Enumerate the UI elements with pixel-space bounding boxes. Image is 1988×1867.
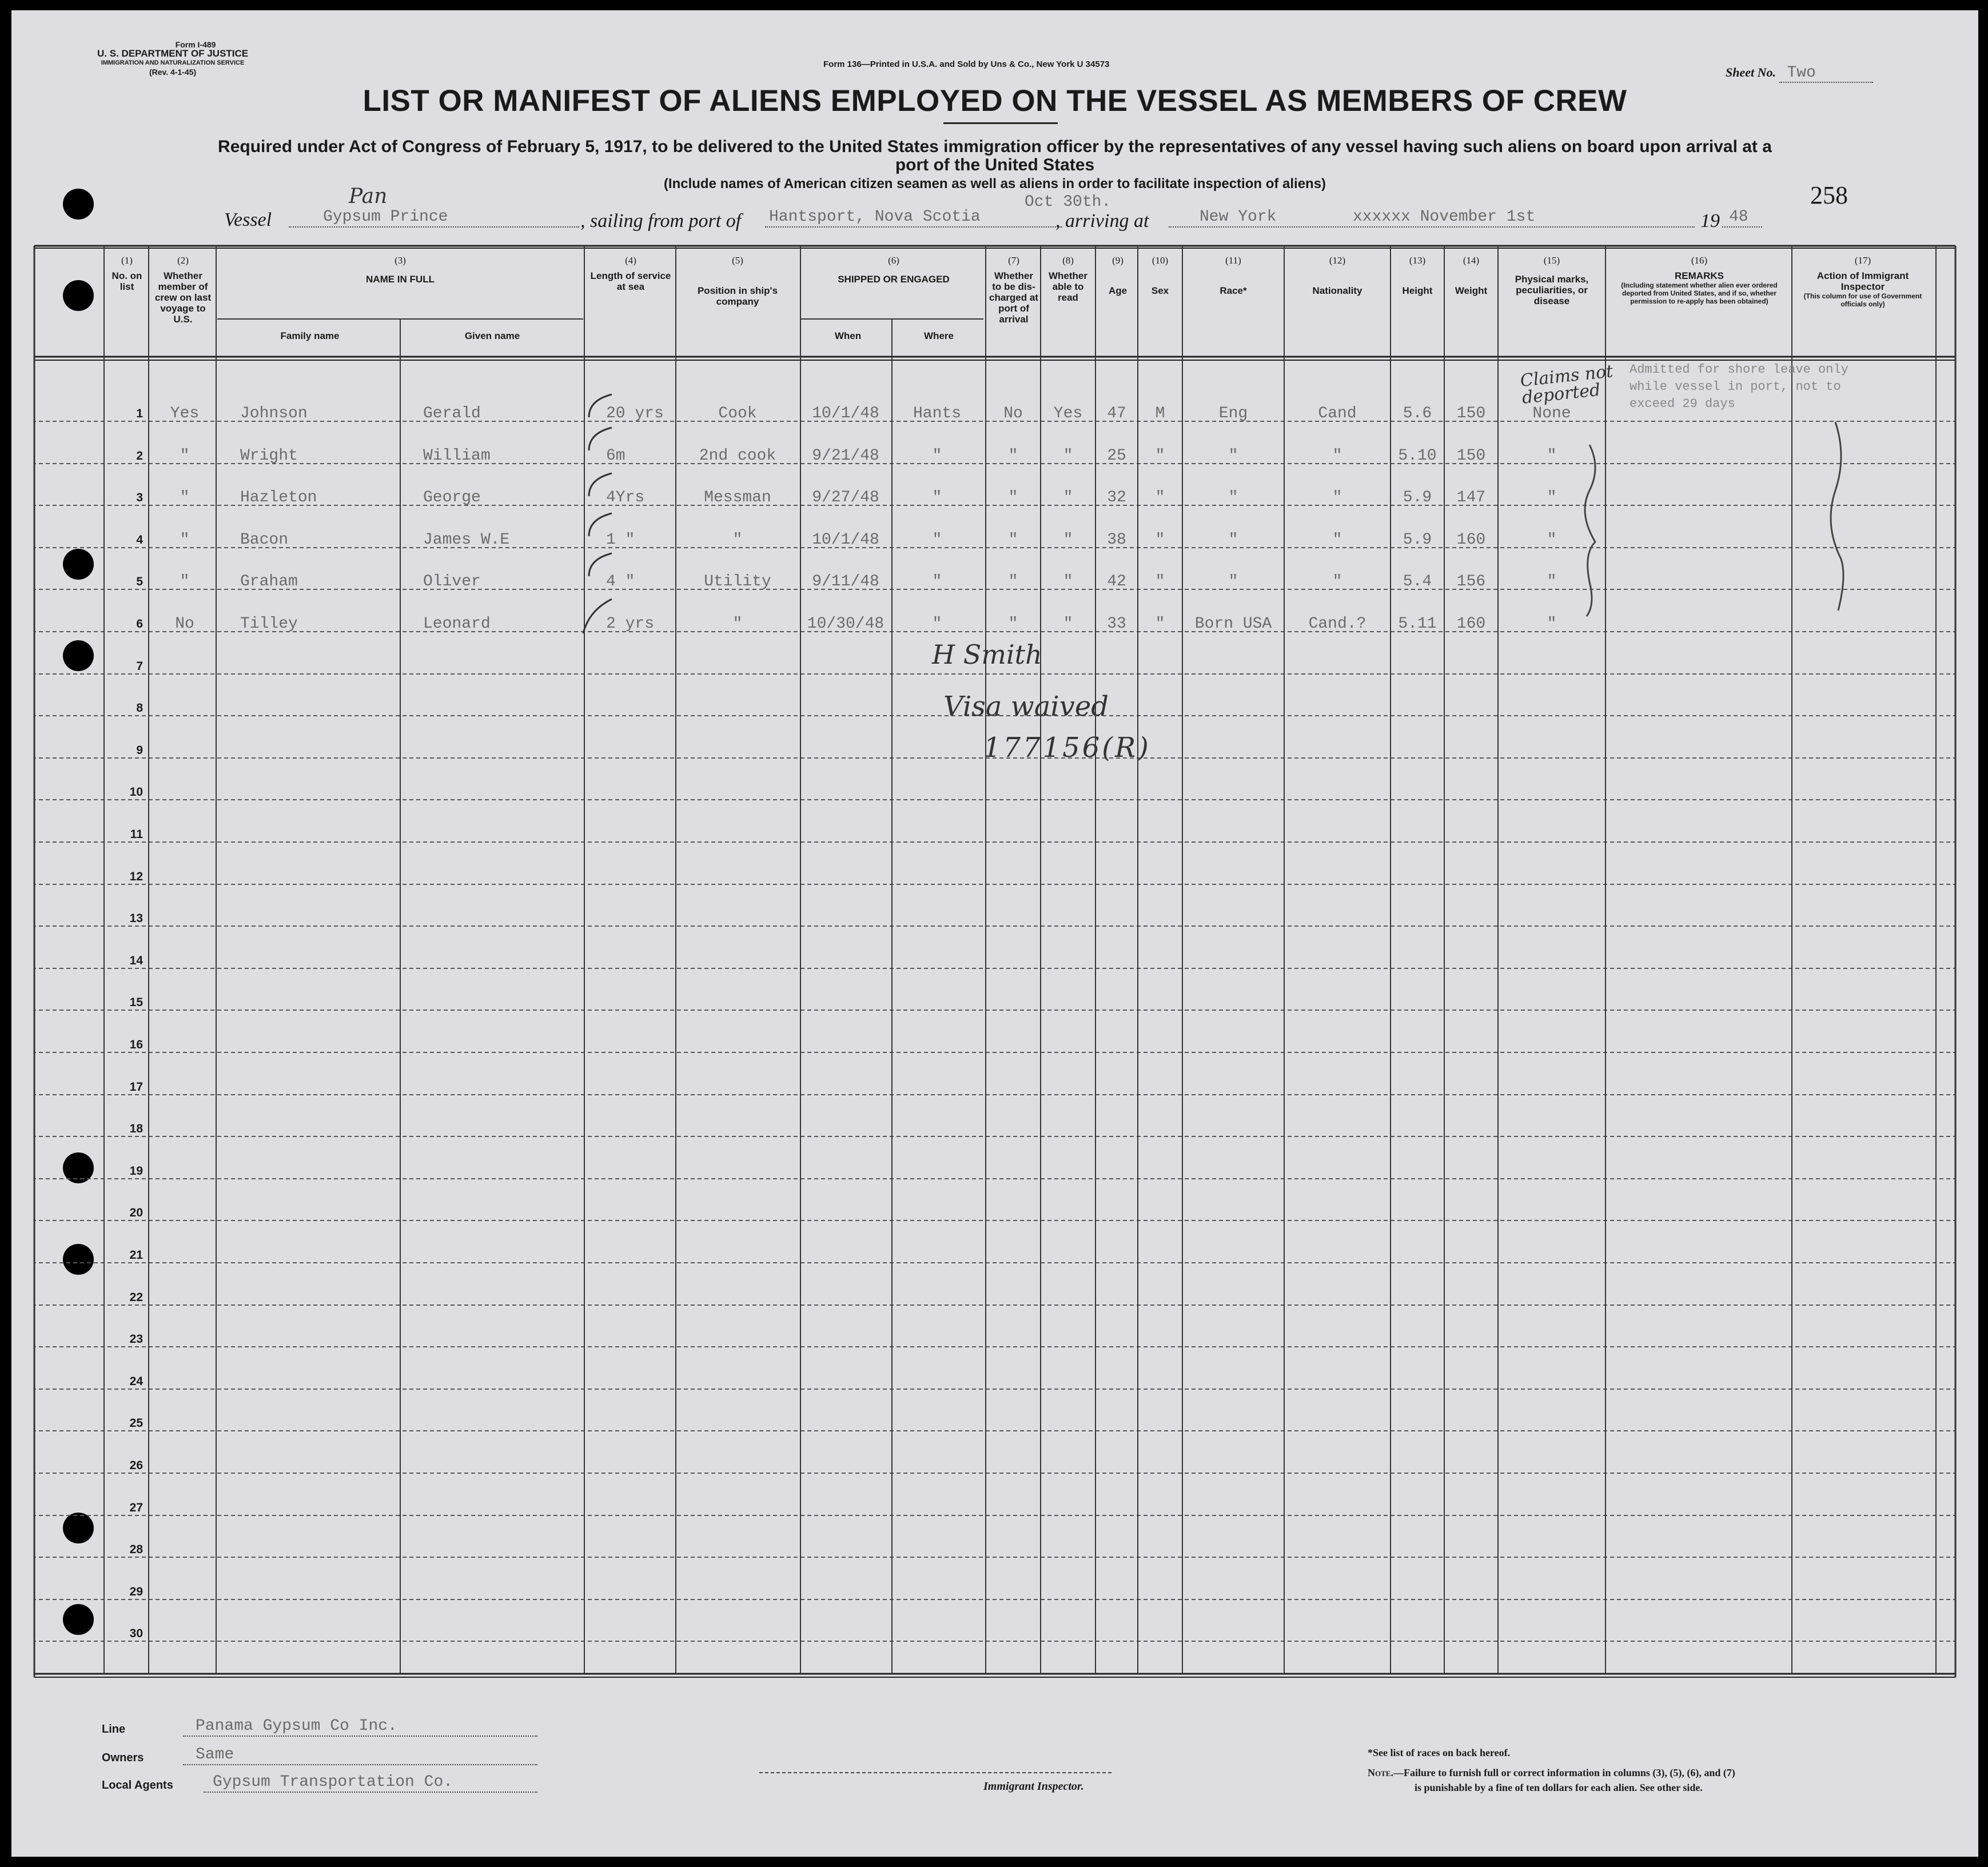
header-col10: (10) Sex <box>1151 255 1169 296</box>
row-number: 6 <box>136 617 143 631</box>
races-note: *See list of races on back hereof. <box>1368 1747 1511 1758</box>
cell-age: 33 <box>1107 615 1126 633</box>
header-col4: (4) Length of service at sea <box>590 255 671 292</box>
cell-when: 9/27/48 <box>812 489 879 506</box>
note-line-2: is punishable by a fine of ten dollars for each alien. See other side. <box>1415 1782 1703 1793</box>
row-number: 15 <box>129 996 143 1009</box>
arrival-date: xxxxxx November 1st <box>1353 208 1536 226</box>
header-given-name: Given name <box>464 330 520 341</box>
cell-marks: " <box>1547 531 1557 549</box>
sheet-value: Two <box>1779 64 1873 83</box>
row-number: 13 <box>129 912 143 925</box>
cell-family: Johnson <box>240 405 308 422</box>
owners-value: Same <box>196 1746 234 1764</box>
row-rule <box>34 1599 1955 1600</box>
cell-age: 32 <box>1107 489 1126 506</box>
header-col7: (7) Whether to be dis-charged at port of arrival <box>989 255 1038 325</box>
cell-discharged: " <box>1008 615 1018 633</box>
row-number: 2 <box>136 449 143 462</box>
row-number: 18 <box>129 1122 143 1135</box>
row-number: 20 <box>129 1206 143 1219</box>
remarks-typed-2: while vessel in port, not to <box>1630 380 1841 394</box>
row-rule <box>34 1389 1955 1390</box>
cell-discharged: No <box>1003 405 1023 422</box>
cell-family: Bacon <box>240 531 289 549</box>
cell-height: 5.9 <box>1403 489 1432 506</box>
cell-sex: " <box>1155 615 1165 633</box>
cell-sex: " <box>1155 489 1165 506</box>
cell-weight: 160 <box>1456 615 1486 633</box>
cell-last_voyage: No <box>175 615 194 633</box>
cell-family: Tilley <box>240 615 298 633</box>
cell-when: 9/21/48 <box>812 447 879 465</box>
cell-weight: 150 <box>1456 405 1486 422</box>
header-col5: (5) Position in ship's company <box>697 255 778 307</box>
cell-sex: M <box>1155 405 1165 422</box>
row-rule <box>34 1262 1955 1263</box>
cell-discharged: " <box>1008 447 1018 465</box>
note-label: Note. <box>1368 1767 1393 1778</box>
cell-weight: 147 <box>1456 489 1486 506</box>
header-col9: (9) Age <box>1108 255 1128 296</box>
row-number: 27 <box>129 1501 143 1514</box>
header-where: Where <box>924 330 954 341</box>
row-number: 21 <box>129 1248 143 1262</box>
cell-given: Oliver <box>423 573 481 591</box>
year-suffix: 48 <box>1729 208 1748 226</box>
arriving-label: , arriving at <box>1055 210 1149 232</box>
row-number: 25 <box>129 1417 143 1430</box>
year-prefix: 19 <box>1700 210 1720 232</box>
row-number: 1 <box>136 407 143 420</box>
agents-label: Local Agents <box>102 1779 173 1792</box>
cell-service: 4Yrs <box>606 489 645 506</box>
row-number: 22 <box>129 1291 143 1304</box>
sailing-label: , sailing from port of <box>580 210 742 232</box>
note-line-1: —Failure to furnish full or correct information in columns (3), (5), (6), and (7) <box>1393 1767 1735 1778</box>
header-family-name: Family name <box>280 330 340 341</box>
row-rule <box>34 884 1955 885</box>
cell-given: James W.E <box>423 531 510 549</box>
cell-nationality: " <box>1332 489 1342 506</box>
cell-service: 20 yrs <box>606 405 664 422</box>
row-number: 24 <box>129 1375 143 1388</box>
cell-age: 38 <box>1107 531 1126 549</box>
revision: (Rev. 4-1-45) <box>149 67 197 77</box>
row-rule <box>34 1473 1955 1474</box>
header-col13: (13) Height <box>1402 255 1433 296</box>
cell-read: " <box>1063 531 1073 549</box>
cell-service: 1 " <box>606 531 635 549</box>
line-label: Line <box>102 1723 126 1736</box>
row-number: 4 <box>136 533 143 546</box>
header-col2: (2) Whether member of crew on last voyage to U.S. <box>154 255 212 325</box>
cell-position: 2nd cook <box>699 447 776 465</box>
row-rule <box>34 968 1955 969</box>
header-col17: (17) Action of Immigrant Inspector (This column for use of Government officials only) <box>1803 255 1922 308</box>
cell-height: 5.6 <box>1403 405 1432 422</box>
cell-read: " <box>1063 615 1073 633</box>
cell-when: 10/30/48 <box>807 615 885 633</box>
row-rule <box>34 1010 1955 1011</box>
header-col11: (11) Race* <box>1220 255 1247 296</box>
row-number: 11 <box>130 828 143 841</box>
sailing-port: Hantsport, Nova Scotia <box>769 208 981 226</box>
cell-position: Messman <box>704 489 771 506</box>
header-col8: (8) Whether able to read <box>1049 255 1087 303</box>
claims-annotation: Claims not deported <box>1519 361 1614 408</box>
row-rule <box>34 1557 1955 1558</box>
cell-race: Born USA <box>1194 615 1272 633</box>
arriving-port: New York <box>1200 208 1277 226</box>
cell-marks: None <box>1532 405 1571 422</box>
cell-marks: " <box>1547 573 1557 591</box>
cell-last_voyage: " <box>180 531 190 549</box>
required-line-2: port of the United States <box>895 155 1095 174</box>
row-rule <box>34 799 1955 800</box>
form-id: Form I-489 <box>175 40 216 49</box>
cell-last_voyage: " <box>180 447 190 465</box>
required-line-1: Required under Act of Congress of February 5, 1917, to be delivered to the United States immigration officer by the representatives of any vessel having such aliens on board upon arrival at a <box>218 137 1772 156</box>
cell-sex: " <box>1155 573 1165 591</box>
row-rule <box>34 1094 1955 1095</box>
cell-nationality: " <box>1332 573 1342 591</box>
line-value: Panama Gypsum Co Inc. <box>196 1717 397 1735</box>
cell-where: " <box>932 447 942 465</box>
cell-nationality: " <box>1332 447 1342 465</box>
cell-discharged: " <box>1008 489 1018 506</box>
cell-weight: 160 <box>1456 531 1486 549</box>
cell-height: 5.4 <box>1403 573 1432 591</box>
cell-last_voyage: " <box>180 573 190 591</box>
cell-where: " <box>932 615 942 633</box>
row-number: 23 <box>129 1333 143 1346</box>
page-number: 258 <box>1810 181 1848 209</box>
cell-height: 5.9 <box>1403 531 1432 549</box>
departure-date: Oct 30th. <box>1025 193 1111 211</box>
handwritten-number: 177156(R) <box>983 732 1151 764</box>
vessel-name: Gypsum Prince <box>323 208 448 226</box>
row-number: 5 <box>136 575 143 588</box>
vessel-label: Vessel <box>224 209 272 230</box>
cell-when: 10/1/48 <box>812 405 879 422</box>
inspector-label: Immigrant Inspector. <box>983 1780 1084 1793</box>
header-col14: (14) Weight <box>1455 255 1488 296</box>
cell-height: 5.11 <box>1398 615 1437 633</box>
header-when: When <box>834 330 862 341</box>
cell-given: Gerald <box>423 405 481 422</box>
cell-service: 2 yrs <box>606 615 655 633</box>
cell-sex: " <box>1155 531 1165 549</box>
cell-age: 47 <box>1107 405 1126 422</box>
vessel-handwritten: Pan <box>349 185 388 208</box>
cell-last_voyage: " <box>180 489 190 506</box>
cell-marks: " <box>1547 447 1557 465</box>
row-number: 17 <box>129 1080 143 1094</box>
cell-where: " <box>932 489 942 506</box>
row-number: 3 <box>136 491 143 504</box>
cell-last_voyage: Yes <box>170 405 200 422</box>
cell-given: Leonard <box>423 615 491 633</box>
cell-race: Eng <box>1218 405 1248 422</box>
cell-sex: " <box>1155 447 1165 465</box>
remarks-typed-1: Admitted for shore leave only <box>1630 362 1848 377</box>
page-title: LIST OR MANIFEST OF ALIENS EMPLOYED ON THE VESSEL AS MEMBERS OF CREW <box>362 84 1627 118</box>
row-rule <box>34 1178 1955 1179</box>
cell-read: " <box>1063 489 1073 506</box>
row-rule <box>34 1346 1955 1347</box>
remarks-typed-3: exceed 29 days <box>1630 397 1735 411</box>
cell-service: 6m <box>606 447 626 465</box>
cell-read: " <box>1063 573 1073 591</box>
cell-given: George <box>423 489 481 506</box>
cell-race: " <box>1228 489 1238 506</box>
row-number: 12 <box>129 870 143 883</box>
cell-race: " <box>1228 447 1238 465</box>
row-rule <box>34 1304 1955 1306</box>
cell-weight: 156 <box>1456 573 1486 591</box>
row-number: 30 <box>129 1627 143 1640</box>
row-rule <box>34 1641 1955 1642</box>
header-col6: (6) SHIPPED OR ENGAGED <box>838 255 950 285</box>
row-rule <box>34 1430 1955 1431</box>
cell-where: Hants <box>913 405 961 422</box>
cell-family: Wright <box>240 447 298 465</box>
owners-label: Owners <box>102 1752 144 1764</box>
row-number: 28 <box>129 1543 143 1556</box>
penalty-note <box>1368 1765 1735 1795</box>
cell-when: 9/11/48 <box>812 573 879 591</box>
cell-position: Cook <box>718 405 757 422</box>
cell-position: " <box>732 531 743 549</box>
row-rule <box>34 925 1955 927</box>
row-number: 14 <box>129 954 143 967</box>
row-number: 8 <box>136 701 143 715</box>
cell-position: Utility <box>704 573 771 591</box>
printer-line: Form 136—Printed in U.S.A. and Sold by Uns & Co., New York U 34573 <box>823 59 1110 69</box>
cell-age: 42 <box>1107 573 1126 591</box>
cell-read: Yes <box>1053 405 1083 422</box>
row-number: 16 <box>129 1038 143 1051</box>
handwritten-signature: H Smith <box>932 639 1042 670</box>
row-number: 19 <box>129 1164 143 1178</box>
manifest-sheet <box>11 10 1978 1857</box>
line-underline <box>183 1736 537 1737</box>
cell-nationality: " <box>1332 531 1342 549</box>
service: IMMIGRATION AND NATURALIZATION SERVICE <box>101 59 245 66</box>
cell-nationality: Cand.? <box>1308 615 1366 633</box>
header-col16: (16) REMARKS (Including statement whether alien ever ordered deported from United States, and if so, whether permission to re-apply has been obtained) <box>1621 255 1778 305</box>
row-number: 26 <box>129 1459 143 1472</box>
cell-family: Graham <box>240 573 298 591</box>
header-col12: (12) Nationality <box>1312 255 1362 296</box>
row-rule <box>34 1220 1955 1221</box>
cell-marks: " <box>1547 489 1557 506</box>
cell-nationality: Cand <box>1318 405 1357 422</box>
row-rule <box>34 1052 1955 1053</box>
cell-where: " <box>932 573 942 591</box>
agents-underline <box>204 1792 537 1793</box>
cell-service: 4 " <box>606 573 635 591</box>
row-number: 7 <box>136 660 143 673</box>
cell-discharged: " <box>1008 573 1018 591</box>
department: U. S. DEPARTMENT OF JUSTICE <box>97 48 249 59</box>
cell-age: 25 <box>1107 447 1126 465</box>
owners-underline <box>183 1764 537 1765</box>
header-col1: (1) No. on list <box>111 255 142 292</box>
cell-height: 5.10 <box>1398 447 1437 465</box>
row-number: 10 <box>129 785 143 799</box>
cell-given: William <box>423 447 491 465</box>
sheet-label: Sheet No. <box>1726 65 1776 79</box>
include-note: (Include names of American citizen seamen as well as aliens in order to facilitate inspection of aliens) <box>663 176 1326 192</box>
row-number: 29 <box>129 1585 143 1598</box>
cell-weight: 150 <box>1456 447 1486 465</box>
row-rule <box>34 1136 1955 1137</box>
cell-race: " <box>1228 531 1238 549</box>
cell-where: " <box>932 531 942 549</box>
header-col15: (15) Physical marks, peculiarities, or disease <box>1515 255 1589 306</box>
row-rule <box>34 841 1955 843</box>
cell-discharged: " <box>1008 531 1018 549</box>
cell-family: Hazleton <box>240 489 317 506</box>
handwritten-visa-waived: Visa waived <box>943 691 1109 723</box>
cell-read: " <box>1063 447 1073 465</box>
cell-race: " <box>1228 573 1238 591</box>
row-number: 9 <box>136 744 143 757</box>
bracket-marks <box>11 10 1978 696</box>
row-rule <box>34 1515 1955 1516</box>
cell-position: " <box>732 615 743 633</box>
inspector-signature-line[interactable] <box>759 1772 1111 1773</box>
header-col3: (3) NAME IN FULL <box>366 255 435 285</box>
agents-value: Gypsum Transportation Co. <box>213 1773 453 1791</box>
cell-when: 10/1/48 <box>812 531 879 549</box>
cell-marks: " <box>1547 615 1557 633</box>
